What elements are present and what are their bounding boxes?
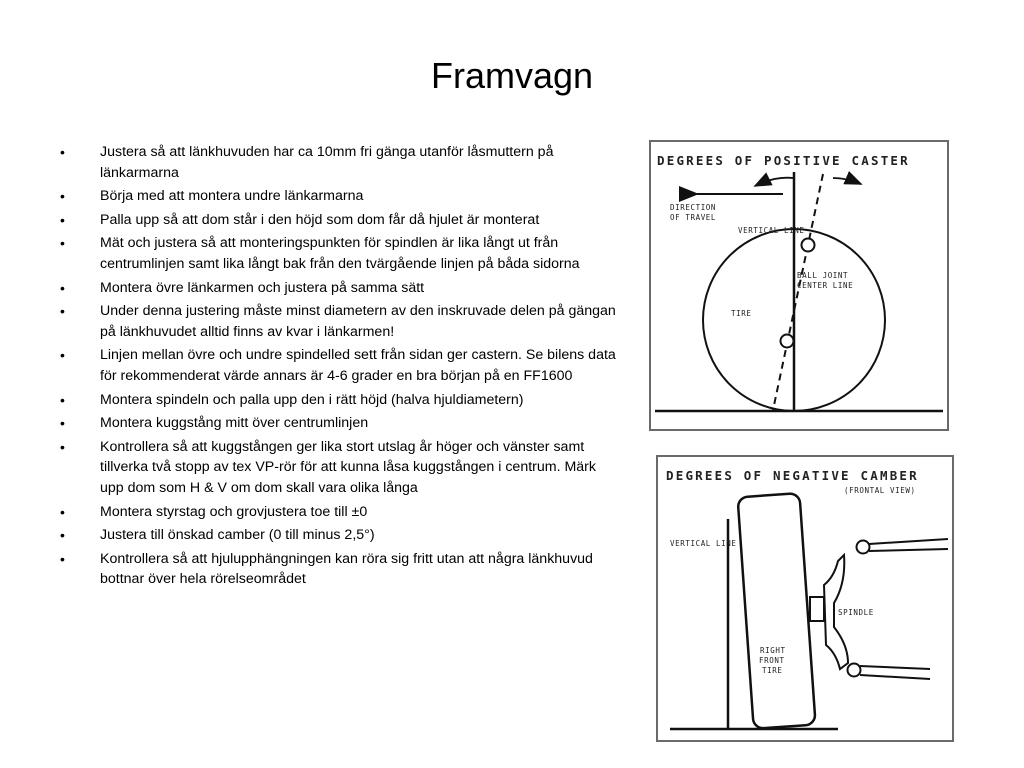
bullet-icon: • bbox=[60, 415, 65, 432]
bullet-icon: • bbox=[60, 391, 65, 408]
bullet-icon: • bbox=[60, 144, 65, 160]
upper-ball-joint bbox=[857, 541, 870, 554]
camber-diagram bbox=[656, 455, 954, 742]
bullet-item bbox=[60, 233, 620, 274]
bullet-text: Palla upp så att dom står i den höjd som dom får då hjulet är monterat bbox=[100, 211, 540, 228]
caster-diagram bbox=[649, 140, 949, 431]
bullet-text: Montera styrstag och grovjustera toe till ±0 bbox=[100, 503, 368, 520]
tire-label: TIRE bbox=[731, 309, 752, 318]
bullet-icon: • bbox=[60, 503, 65, 520]
bullet-text: Kontrollera så att hjulupphängningen kan röra sig fritt utan att några länkhuvud bottnar över hela rörelseområdet bbox=[100, 550, 593, 588]
bullet-item bbox=[60, 345, 620, 386]
bullet-item bbox=[60, 390, 620, 411]
direction-label: DIRECTION bbox=[670, 203, 717, 212]
bullet-text: Justera till önskad camber (0 till minus 2,5°) bbox=[100, 527, 375, 544]
bullet-icon: • bbox=[60, 527, 65, 544]
bullet-item bbox=[60, 186, 620, 207]
bullet-icon: • bbox=[60, 279, 65, 296]
bullet-item bbox=[60, 437, 620, 499]
bullet-icon: • bbox=[60, 303, 65, 320]
upper-ball-joint bbox=[802, 239, 815, 252]
lower-control-arm bbox=[860, 666, 930, 669]
caster-angle-arc-right bbox=[833, 178, 861, 184]
bullet-text: Kontrollera så att kuggstången ger lika stort utslag år höger och vänster samt tillverka två stopp av tex VP-rör för att kunna låsa kuggstången i centrum. Märk upp dom som H & V om dom skall vara olika långa bbox=[100, 438, 597, 496]
ball-joint-label: CENTER LINE bbox=[797, 281, 854, 290]
spindle-hub bbox=[810, 597, 824, 621]
bullet-text: Under denna justering måste minst diametern av den inskruvade delen på gängan på länkhuvudet alltid finns av kvar i länkarmen! bbox=[100, 303, 616, 340]
tire-label: FRONT bbox=[759, 656, 785, 665]
caster-diagram-svg bbox=[651, 142, 947, 429]
camber-subtitle: (FRONTAL VIEW) bbox=[844, 486, 916, 495]
bullet-icon: • bbox=[60, 235, 65, 252]
bullet-text: Börja med att montera undre länkarmarna bbox=[100, 188, 364, 205]
bullet-icon: • bbox=[60, 550, 65, 567]
tire-label: RIGHT bbox=[760, 646, 786, 655]
vertical-line-label: VERTICAL LINE bbox=[738, 226, 805, 235]
bullet-item bbox=[60, 210, 620, 231]
bullet-text: Montera övre länkarmen och justera på samma sätt bbox=[100, 279, 425, 296]
slide-title: Framvagn bbox=[430, 55, 594, 96]
vertical-line-label: VERTICAL LINE bbox=[670, 539, 737, 548]
upper-control-arm bbox=[869, 539, 948, 544]
bullet-item bbox=[60, 301, 620, 342]
caster-angle-arc bbox=[755, 178, 793, 186]
direction-label: OF TRAVEL bbox=[670, 213, 717, 222]
bullet-item bbox=[60, 549, 620, 590]
bullet-text: Montera kuggstång mitt över centrumlinjen bbox=[100, 415, 369, 432]
bullet-text: Justera så att länkhuvuden har ca 10mm fri gänga utanför låsmuttern på länkarmarna bbox=[100, 144, 554, 181]
bullet-text: Montera spindeln och palla upp den i rätt höjd (halva hjuldiametern) bbox=[100, 391, 524, 408]
upper-control-arm bbox=[869, 549, 948, 551]
bullet-item bbox=[60, 413, 620, 434]
bullet-item bbox=[60, 278, 620, 299]
lower-control-arm bbox=[860, 675, 930, 679]
camber-diagram-svg bbox=[658, 457, 952, 740]
bullet-list bbox=[60, 142, 620, 593]
bullet-item bbox=[60, 525, 620, 546]
camber-title: DEGREES OF NEGATIVE CAMBER bbox=[666, 468, 919, 483]
ball-joint-label: BALL JOINT bbox=[797, 271, 849, 280]
tire-label: TIRE bbox=[762, 666, 783, 675]
bullet-icon: • bbox=[60, 188, 65, 205]
right-front-tire bbox=[738, 493, 816, 729]
bullet-item bbox=[60, 502, 620, 523]
bullet-icon: • bbox=[60, 347, 65, 364]
lower-ball-joint bbox=[848, 664, 861, 677]
ball-joint-center-line bbox=[773, 174, 823, 410]
caster-title: DEGREES OF POSITIVE CASTER bbox=[657, 153, 910, 168]
bullet-text: Linjen mellan övre och undre spindelled sett från sidan ger castern. Se bilens data för rekommenderat värde annars är 4-6 grader en bra början på en FF1600 bbox=[100, 347, 616, 384]
spindle-label: SPINDLE bbox=[838, 608, 874, 617]
bullet-icon: • bbox=[60, 438, 65, 455]
bullet-icon: • bbox=[60, 211, 65, 228]
bullet-text: Mät och justera så att monteringspunkten för spindlen är lika långt ut från centrumlinjen samt lika långt bak från den tvärgående linjen på båda sidorna bbox=[100, 235, 580, 272]
lower-ball-joint bbox=[781, 335, 794, 348]
bullet-item bbox=[60, 142, 620, 183]
